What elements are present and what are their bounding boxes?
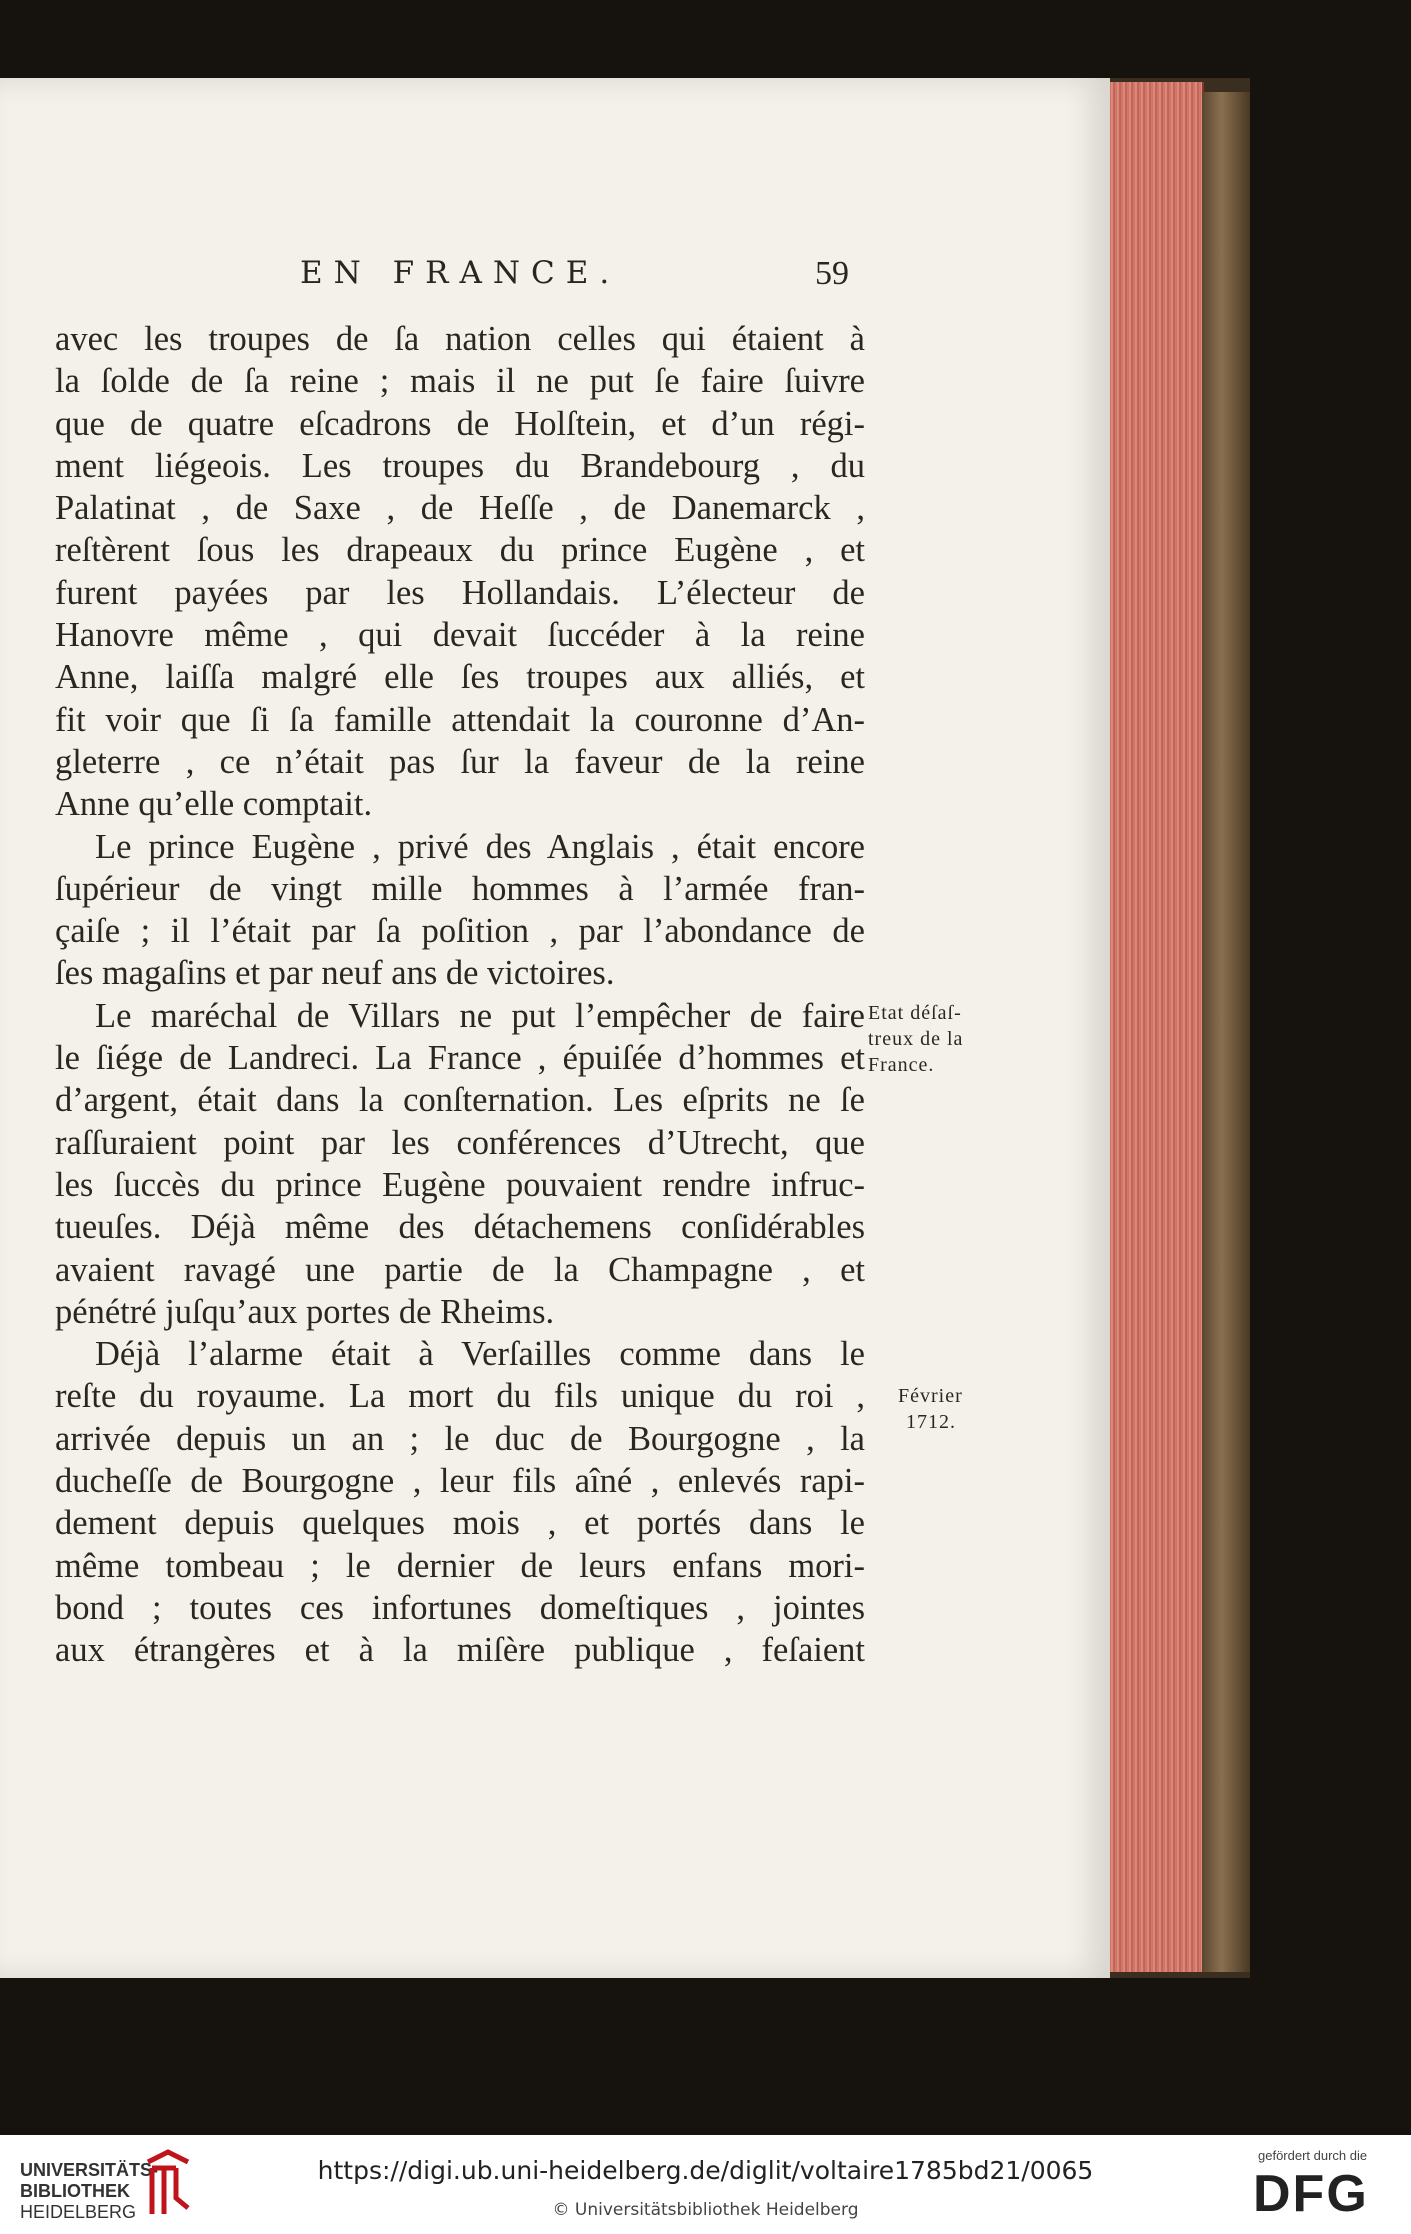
book-cover-edge bbox=[1202, 92, 1250, 1972]
text-line: Déjà l’alarme était à Verſailles comme dans le bbox=[95, 1335, 865, 1374]
dfg-logo: DFG bbox=[1253, 2165, 1369, 2223]
text-line: Anne, laiſſa malgré elle ſes troupes aux alliés, et bbox=[55, 658, 865, 697]
text-line: dement depuis quelques mois , et portés dans le bbox=[55, 1504, 865, 1543]
text-line: furent payées par les Hollandais. L’électeur de bbox=[55, 573, 865, 612]
text-line: arrivée depuis un an ; le duc de Bourgogne , la bbox=[55, 1419, 865, 1458]
marginal-note-line: 1712. bbox=[906, 1411, 956, 1433]
text-line: Le prince Eugène , privé des Anglais , était encore bbox=[95, 827, 865, 866]
text-line: gleterre , ce n’était pas ſur la faveur de la reine bbox=[55, 742, 865, 781]
marginal-note-line: Février bbox=[898, 1385, 963, 1407]
running-head: EN FRANCE. bbox=[300, 255, 621, 291]
page-body bbox=[55, 318, 865, 1672]
dfg-caption: gefördert durch die bbox=[1258, 2148, 1368, 2163]
text-line: que de quatre eſcadrons de Holſtein, et d’un régi- bbox=[55, 404, 865, 443]
text-line: bond ; toutes ces infortunes domeſtiques , jointes bbox=[55, 1588, 865, 1627]
text-line: la ſolde de ſa reine ; mais il ne put ſe faire ſuivre bbox=[55, 362, 865, 401]
text-line: Palatinat , de Saxe , de Heſſe , de Danemarck , bbox=[55, 489, 865, 528]
text-line: Anne qu’elle comptait. bbox=[55, 785, 373, 824]
text-line: ſupérieur de vingt mille hommes à l’armée fran- bbox=[55, 869, 865, 908]
text-line: çaiſe ; il l’était par ſa poſition , par l’abondance de bbox=[55, 912, 865, 951]
marginal-note-line: France. bbox=[868, 1054, 935, 1076]
text-line: le ſiége de Landreci. La France , épuiſée d’hommes et bbox=[55, 1039, 865, 1078]
text-line: ſes magaſins et par neuf ans de victoires. bbox=[55, 954, 615, 993]
text-line: raſſuraient point par les conférences d’Utrecht, que bbox=[55, 1123, 865, 1162]
text-line: Hanovre même , qui devait ſuccéder à la reine bbox=[55, 616, 865, 655]
marginal-note-date bbox=[898, 1383, 963, 1435]
text-line: Le maréchal de Villars ne put l’empêcher de faire bbox=[95, 996, 865, 1035]
text-line: d’argent, était dans la conſternation. Les eſprits ne ſe bbox=[55, 1081, 865, 1120]
text-line: tueuſes. Déjà même des détachemens conſidérables bbox=[55, 1208, 865, 1247]
page-number: 59 bbox=[815, 255, 849, 292]
text-line: les ſuccès du prince Eugène pouvaient rendre infruc- bbox=[55, 1165, 865, 1204]
library-logo-text: UNIVERSITÄTS- BIBLIOTHEK HEIDELBERG bbox=[20, 2160, 159, 2222]
text-line: même tombeau ; le dernier de leurs enfans mori- bbox=[55, 1546, 865, 1585]
text-line: aux étrangères et à la miſère publique , feſaient bbox=[55, 1631, 865, 1670]
text-line: ment liégeois. Les troupes du Brandebourg , du bbox=[55, 446, 865, 485]
text-line: reſtèrent ſous les drapeaux du prince Eugène , et bbox=[55, 531, 865, 570]
marginal-note-line: treux de la bbox=[868, 1028, 964, 1050]
copyright-notice: © Universitätsbibliothek Heidelberg bbox=[552, 2200, 859, 2220]
marginal-note-line: Etat déſaſ- bbox=[868, 1002, 962, 1024]
text-line: avaient ravagé une partie de la Champagne , et bbox=[55, 1250, 865, 1289]
text-line: ducheſſe de Bourgogne , leur fils aîné , enlevés rapi- bbox=[55, 1462, 865, 1501]
text-line: fit voir que ſi ſa famille attendait la couronne d’An- bbox=[55, 700, 865, 739]
text-line: pénétré juſqu’aux portes de Rheims. bbox=[55, 1292, 555, 1331]
text-line: reſte du royaume. La mort du fils unique du roi , bbox=[55, 1377, 865, 1416]
marginal-note-etat bbox=[868, 1000, 963, 1078]
text-line: avec les troupes de ſa nation celles qui étaient à bbox=[55, 320, 865, 358]
permalink-url[interactable]: https://digi.ub.uni-heidelberg.de/diglit/voltaire1785bd21/0065 bbox=[317, 2156, 1094, 2185]
